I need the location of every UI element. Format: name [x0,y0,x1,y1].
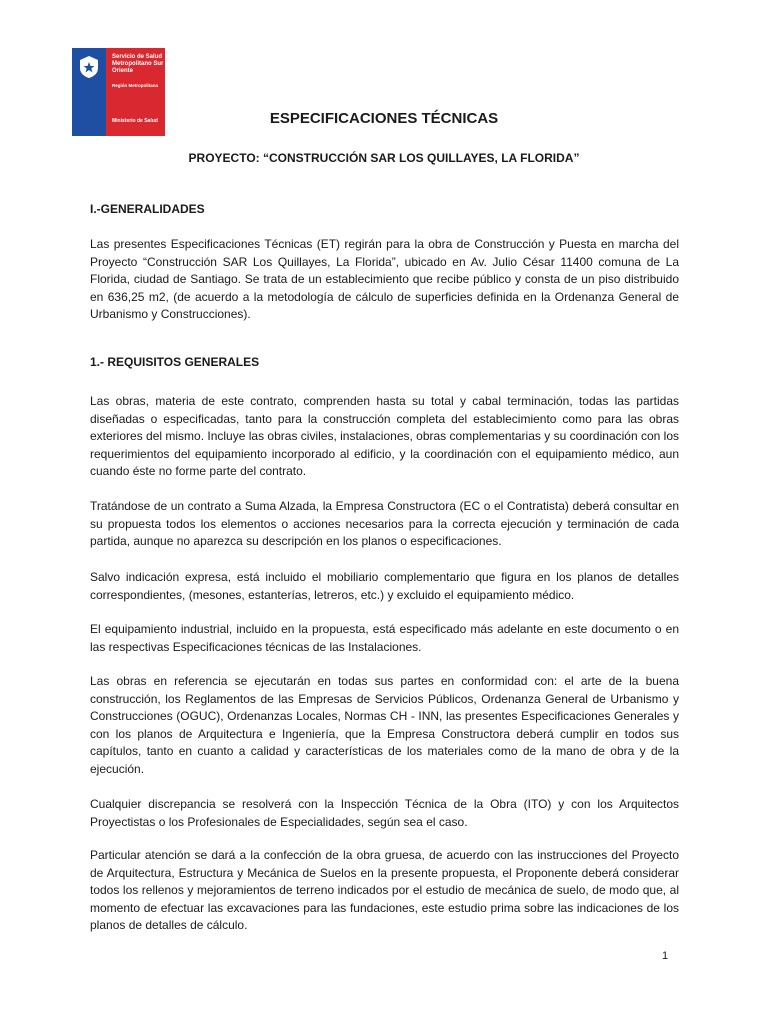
paragraph-normativa: Las obras en referencia se ejecutarán en todas sus partes en conformidad con: el arte de la buena construcción, los Reglamentos de las Empresas de Servicios Públicos, Ordenanza General de Urbanismo y Construcciones (OGUC), Ordenanzas Locales, Normas CH - INN, las presentes Especificaciones Generales y con los planos de Arquitectura e Ingeniería, que la Empresa Constructora deberá cumplir en todos sus capítulos, tanto en cuanto a calidad y características de los materiales como de la mano de obra y de la ejecución. [90,674,679,776]
document-subtitle: PROYECTO: “CONSTRUCCIÓN SAR LOS QUILLAYES, LA FLORIDA” [188,151,580,165]
paragraph-mobiliario: Salvo indicación expresa, está incluido el mobiliario complementario que figura en los planos de detalles correspondientes, (mesones, estanterías, letreros, etc.) y excluido el equipamiento médico. [90,570,679,602]
paragraph-generalidades: Las presentes Especificaciones Técnicas (ET) regirán para la obra de Construcción y Puesta en marcha del Proyecto “Construcción SAR Los Quillayes, La Florida”, ubicado en Av. Julio César 11400 comuna de La Florida, ciudad de Santiago. Se trata de un establecimiento que recibe público y consta de un piso distribuido en 636,25 m2, (de acuerdo a la metodología de cálculo de superficies definida en la Ordenanza General de Urbanismo y Construcciones). [90,237,679,321]
logo-region: Región Metropolitana [112,83,158,88]
logo-ministry: Ministerio de Salud [112,118,158,124]
document-title: ESPECIFICACIONES TÉCNICAS [269,110,499,127]
paragraph-equipamiento: El equipamiento industrial, incluido en la propuesta, está especificado más adelante en este documento o en las respectivas Especificaciones técnicas de las Instalaciones. [90,622,679,654]
logo-org-name: Servicio de Salud Metropolitano Sur Oriente [112,54,164,74]
paragraph-obras: Las obras, materia de este contrato, comprenden hasta su total y cabal terminación, todas las partidas diseñadas o especificadas, tanto para la construcción completa del establecimiento como para las obras exteriores del mismo. Incluye las obras civiles, instalaciones, obras complementarias y su coordinación con los requerimientos del equipamiento incorporado al edificio, y la coordinación con el equipamiento médico, aun cuando éste no forme parte del contrato. [90,394,679,478]
coat-of-arms-icon [76,54,102,80]
paragraph-suma-alzada: Tratándose de un contrato a Suma Alzada, la Empresa Constructora (EC o el Contratista) deberá consultar en su propuesta todos los elementos o acciones necesarios para la correcta ejecución y terminación de cada partida, aunque no aparezca su descripción en los planos o especificaciones. [90,499,679,548]
section-heading-requisitos: 1.- REQUISITOS GENERALES [90,355,260,369]
paragraph-obra-gruesa: Particular atención se dará a la confección de la obra gruesa, de acuerdo con las instrucciones del Proyecto de Arquitectura, Estructura y Mecánica de Suelos en la presente propuesta, el Proponente deberá considerar todos los rellenos y mejoramientos de terreno indicados por el estudio de mecánica de suelo, de modo que, al momento de efectuar las excavaciones para las fundaciones, este estudio prima sobre las indicaciones de los planos de detalles de cálculo. [90,848,679,932]
paragraph-discrepancia: Cualquier discrepancia se resolverá con la Inspección Técnica de la Obra (ITO) y con los Arquitectos Proyectistas o los Profesionales de Especialidades, según sea el caso. [90,797,679,829]
page-number: 1 [662,950,669,962]
section-heading-generalidades: I.-GENERALIDADES [90,202,205,216]
